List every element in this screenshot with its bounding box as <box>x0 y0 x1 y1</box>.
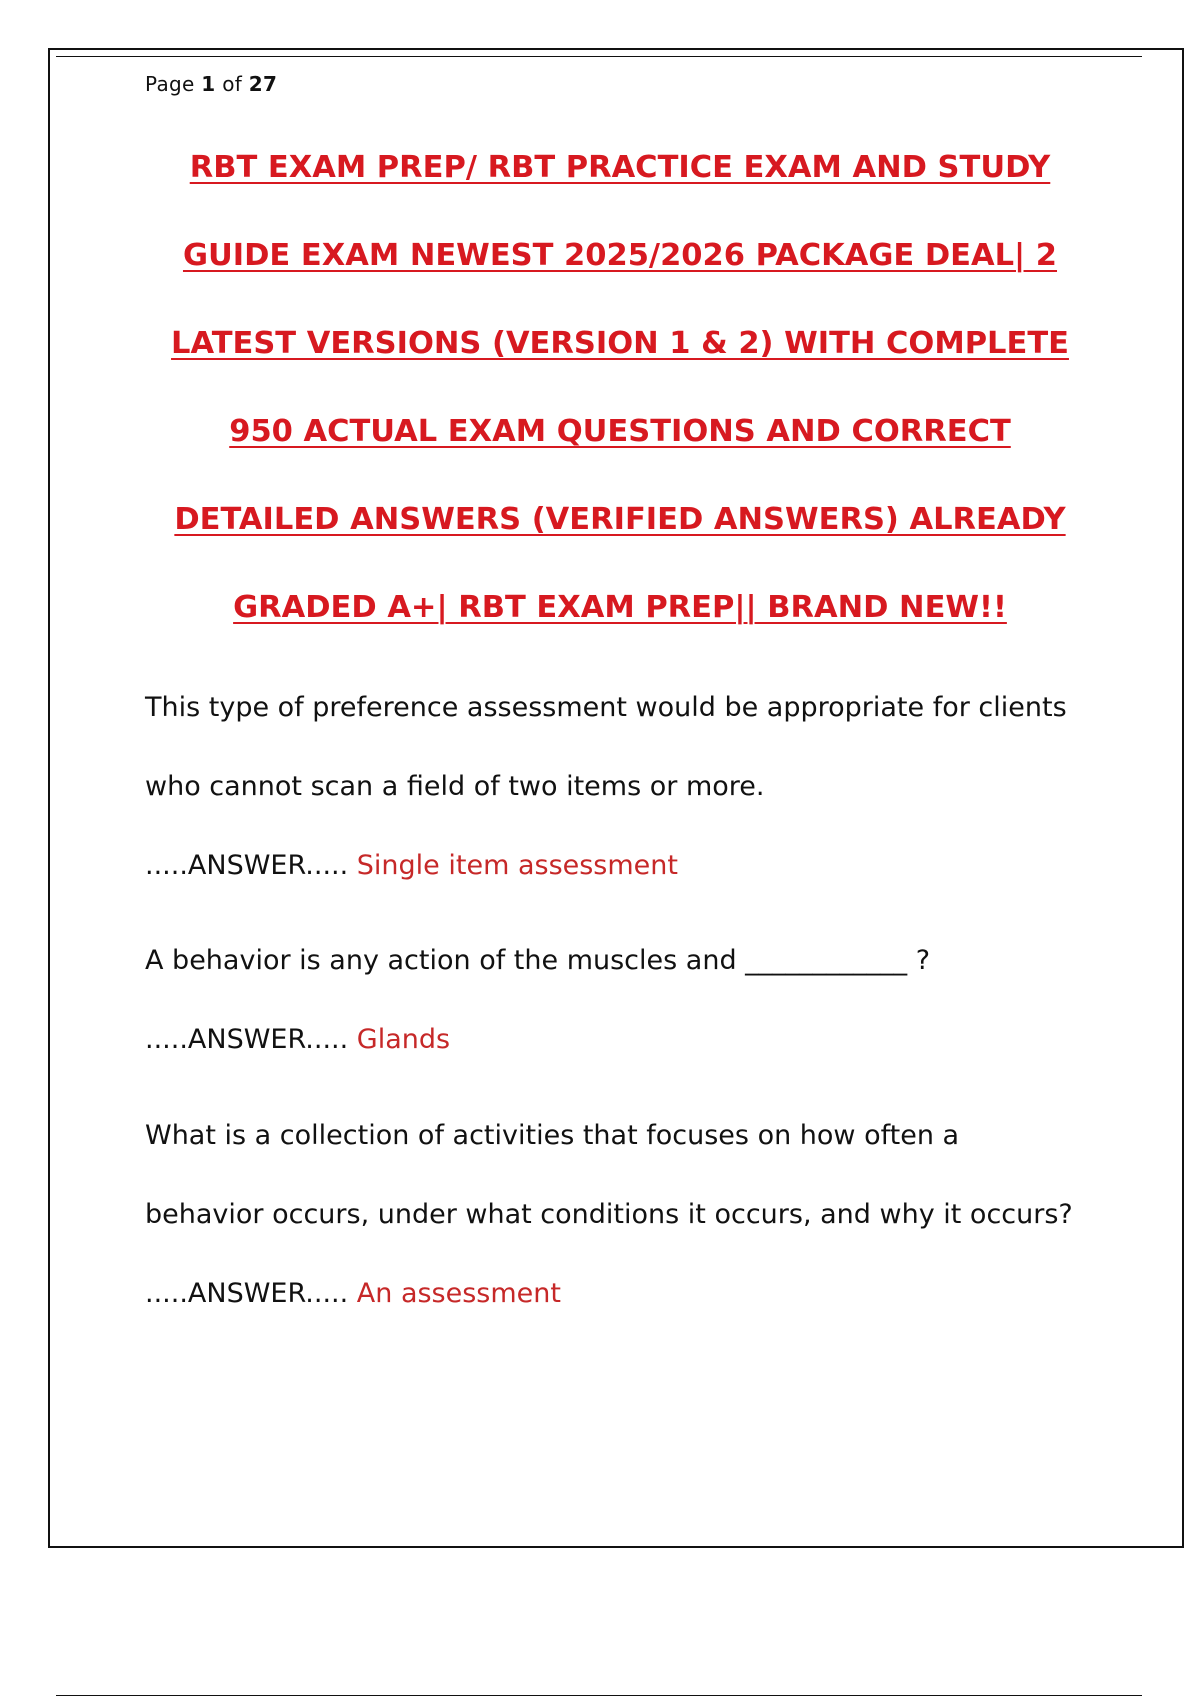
question-block <box>145 668 1085 905</box>
question-block <box>145 1096 1085 1333</box>
title-line: GRADED A+| RBT EXAM PREP|| BRAND NEW!! <box>233 590 1007 625</box>
title-line: 950 ACTUAL EXAM QUESTIONS AND CORRECT <box>229 414 1011 449</box>
question-text: What is a collection of activities that focuses on how often a behavior occurs, under what conditions it occurs, and why it occurs? <box>145 1120 1073 1230</box>
document-title <box>135 140 1105 668</box>
answer-text: Glands <box>356 1024 451 1055</box>
bottom-rule <box>56 1695 1142 1696</box>
answer-text: Single item assessment <box>356 850 678 881</box>
page-counter <box>145 72 277 96</box>
page-total: 27 <box>248 72 278 96</box>
question-block <box>145 921 1085 1079</box>
answer-prefix: .....ANSWER..... <box>145 1278 349 1309</box>
title-line: LATEST VERSIONS (VERSION 1 & 2) WITH COMPLETE <box>171 326 1069 361</box>
answer-text: An assessment <box>356 1278 561 1309</box>
title-line: RBT EXAM PREP/ RBT PRACTICE EXAM AND STUDY <box>189 150 1051 185</box>
title-line: DETAILED ANSWERS (VERIFIED ANSWERS) ALREADY <box>174 502 1066 537</box>
top-rule <box>56 56 1142 57</box>
question-text: This type of preference assessment would be appropriate for clients who cannot scan a field of two items or more. <box>145 692 1067 802</box>
page-label: Page <box>145 72 195 96</box>
title-line: GUIDE EXAM NEWEST 2025/2026 PACKAGE DEAL| 2 <box>182 238 1058 273</box>
answer-prefix: .....ANSWER..... <box>145 850 349 881</box>
answer-prefix: .....ANSWER..... <box>145 1024 349 1055</box>
question-text: A behavior is any action of the muscles and ____________ ? <box>145 945 931 976</box>
of-label: of <box>222 72 243 96</box>
page-number: 1 <box>201 72 216 96</box>
